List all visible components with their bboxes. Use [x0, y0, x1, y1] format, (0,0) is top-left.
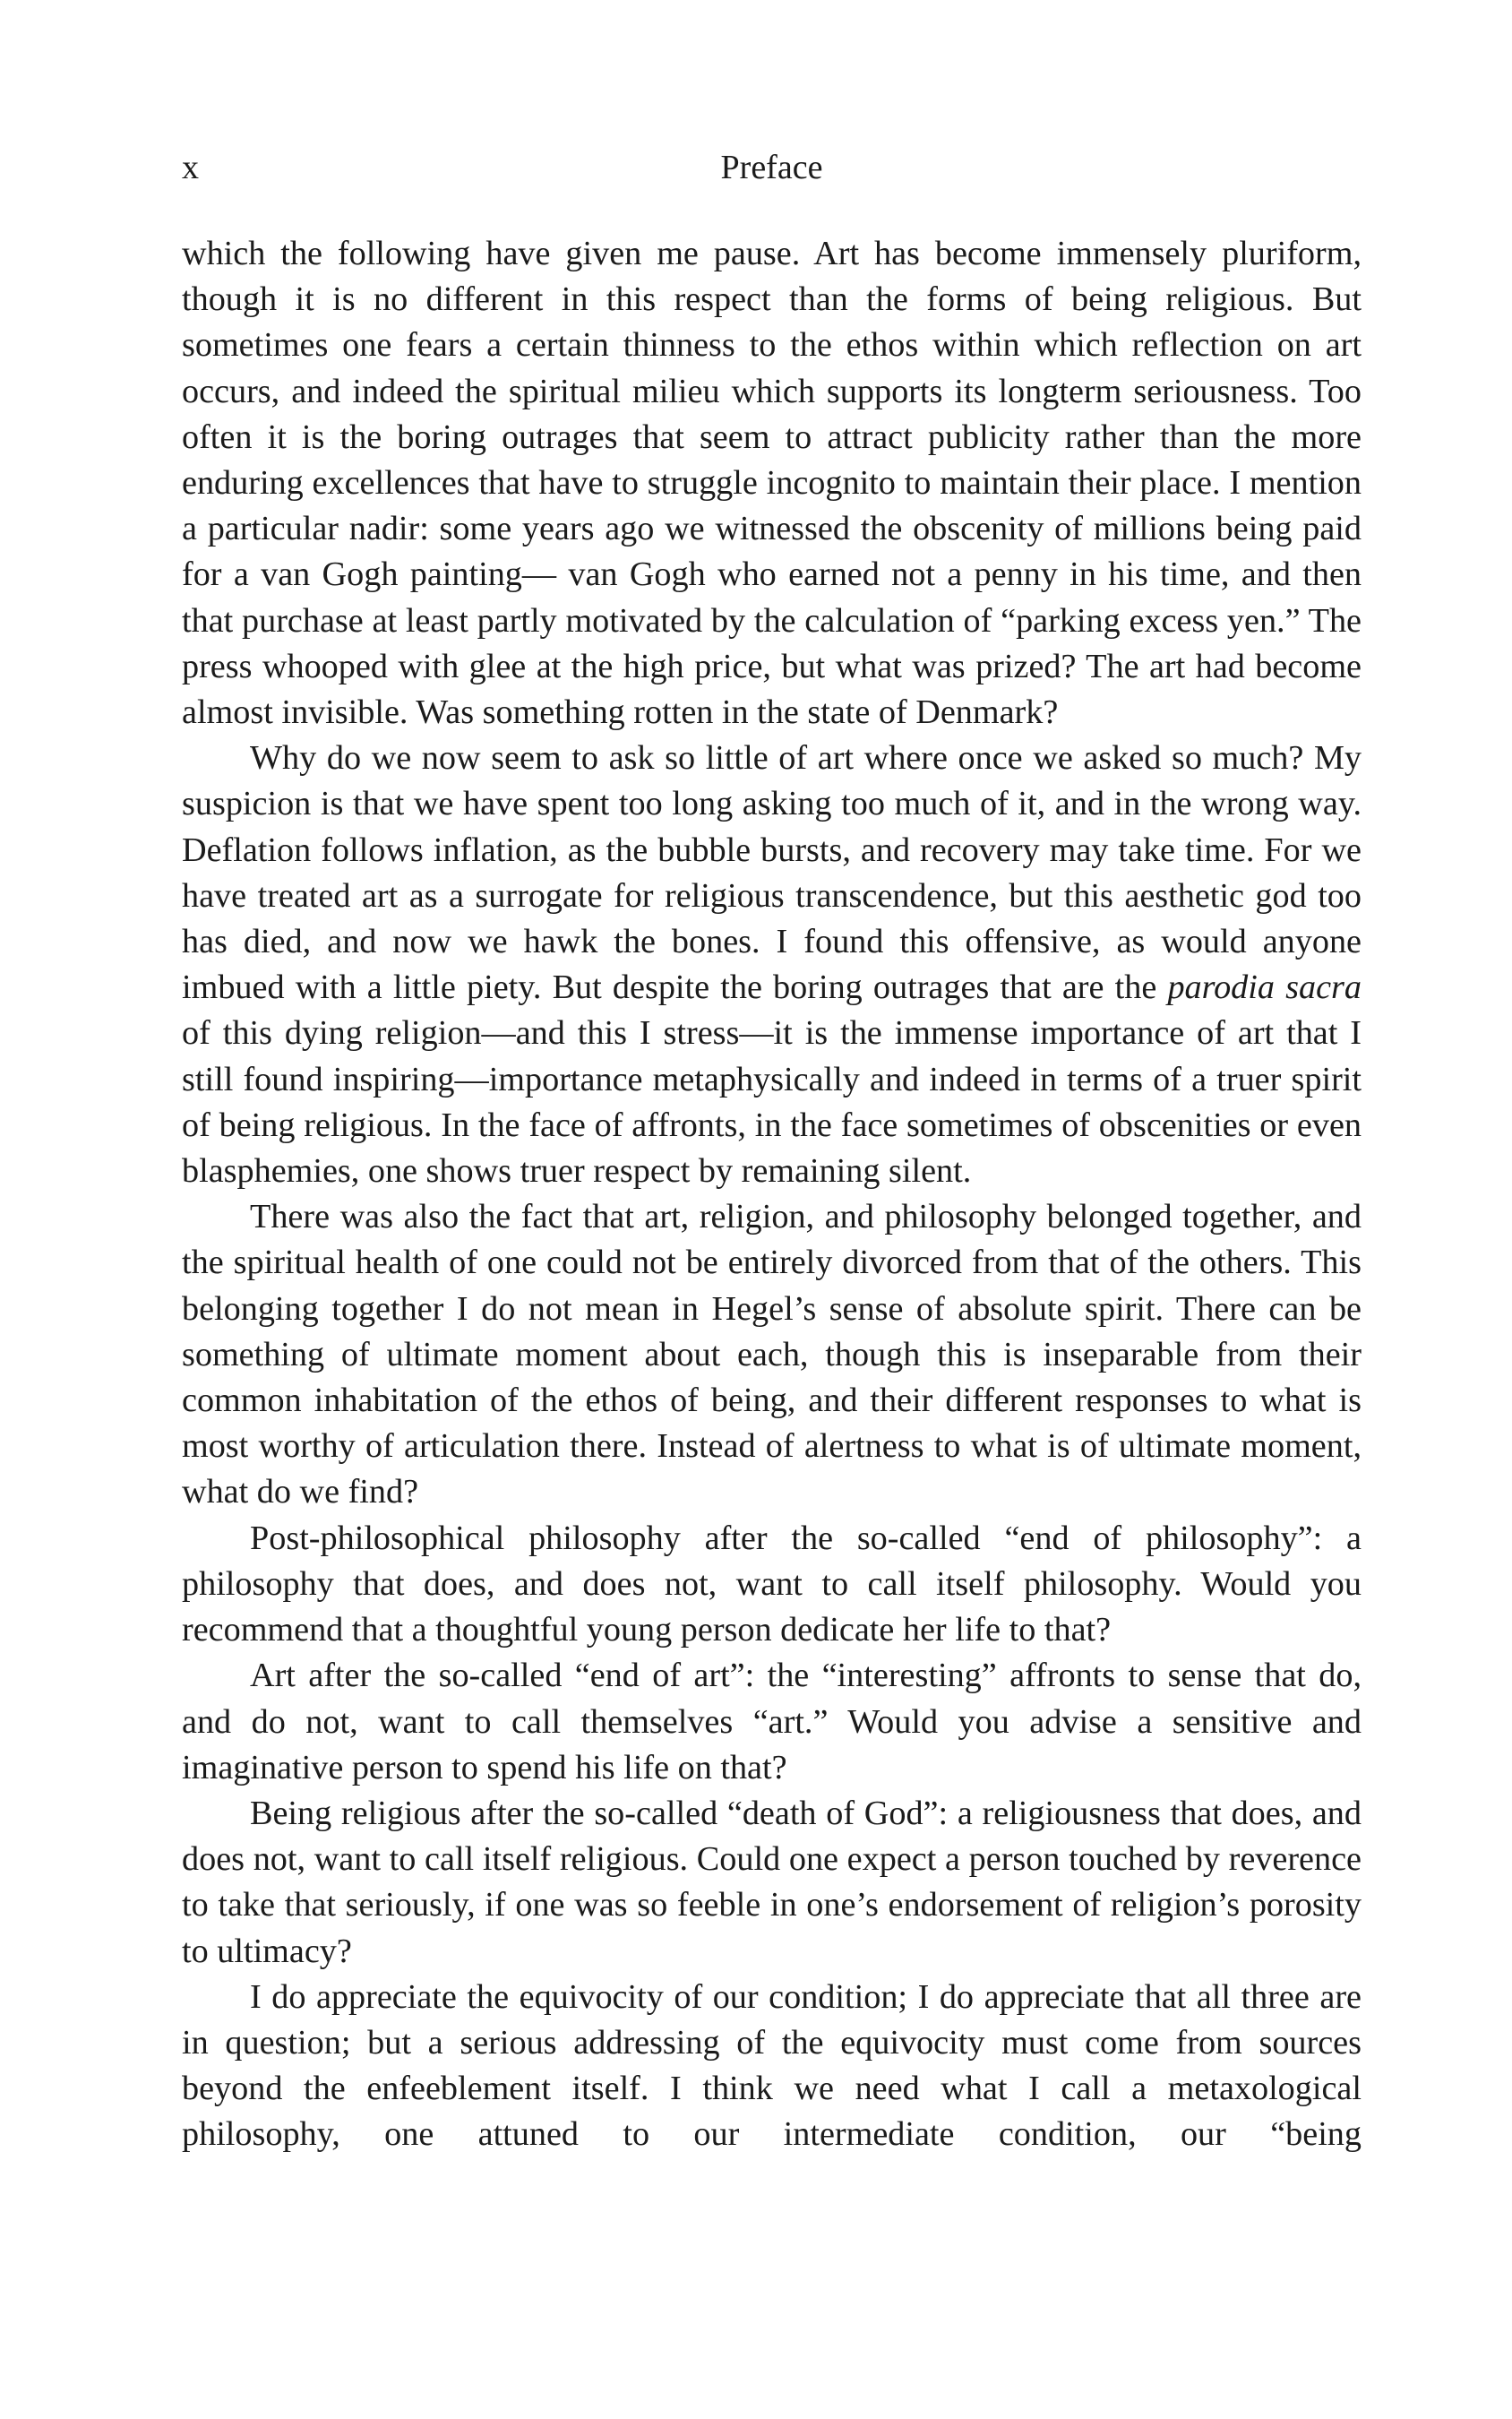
- paragraph-2: [182, 736, 1362, 1194]
- paragraph-7: [182, 1975, 1362, 2158]
- paragraph-4-text: Post-philosophical philosophy after the so-called “end of philosophy”: a philosophy that does, and does not, want to call itself philosophy. Would you recommend that a thoughtful young person dedicate her life to that?: [182, 1519, 1362, 1649]
- running-head: [182, 145, 1362, 190]
- paragraph-3-text: There was also the fact that art, religion, and philosophy belonged together, and the spiritual health of one could not be entirely divorced from that of the others. This belonging together I do not mean in Hegel’s sense of absolute spirit. There can be something of ultimate moment about each, though this is inseparable from their common inhabitation of the ethos of being, and their different responses to what is most worthy of articulation there. Instead of alertness to what is of ultimate moment, what do we find?: [182, 1198, 1362, 1511]
- body-text: [182, 231, 1362, 2158]
- page-number: x: [182, 149, 199, 186]
- paragraph-7-text: I do appreciate the equivocity of our condition; I do appreciate that all three are in question; but a serious addressing of the equivocity must come from sources beyond the enfeeblement itself. I think we need what I call a metaxological philosophy, one attuned to our intermediate condition, our “being: [182, 1977, 1362, 2154]
- paragraph-5-text: Art after the so-called “end of art”: the “interesting” affronts to sense that do, and do not, want to call themselves “art.” Would you advise a sensitive and imaginative person to spend his life on that?: [182, 1657, 1362, 1786]
- paragraph-6: [182, 1791, 1362, 1975]
- running-title: Preface: [720, 149, 823, 186]
- paragraph-4: [182, 1516, 1362, 1654]
- paragraph-1: [182, 231, 1362, 736]
- italic-phrase: parodia sacra: [1167, 968, 1362, 1007]
- paragraph-5: [182, 1653, 1362, 1791]
- paragraph-1-text: which the following have given me pause. Art has become immensely pluriform, though it is no different in this respect than the forms of being religious. But sometimes one fears a certain thinness to the ethos within which reflection on art occurs, and indeed the spiritual milieu which supports its longterm seriousness. Too often it is the boring outrages that seem to attract publicity rather than the more enduring excellences that have to struggle incognito to maintain their place. I mention a particular nadir: some years ago we witnessed the obscenity of millions being paid for a van Gogh painting— van Gogh who earned not a penny in his time, and then that purchase at least partly motivated by the calculation of “parking excess yen.” The press whooped with glee at the high price, but what was prized? The art had become almost invisible. Was something rotten in the state of Denmark?: [182, 235, 1362, 732]
- paragraph-2-text-a: Why do we now seem to ask so little of art where once we asked so much? My suspicion is that we have spent too long asking too much of it, and in the wrong way. Deflation follows inflation, as the bubble bursts, and recovery may take time. For we have treated art as a surrogate for religious transcendence, but this aesthetic god too has died, and now we hawk the bones. I found this offensive, as would anyone imbued with a little piety. But despite the boring outrages that are the: [182, 739, 1362, 1007]
- paragraph-6-text: Being religious after the so-called “death of God”: a religiousness that does, and does not, want to call itself religious. Could one expect a person touched by reverence to take that seriously, if one was so feeble in one’s endorsement of religion’s porosity to ultimacy?: [182, 1794, 1362, 1970]
- paragraph-2-text-b: of this dying religion—and this I stress—it is the immense importance of art that I still found inspiring—importance metaphysically and indeed in terms of a truer spirit of being religious. In the face of affronts, in the face sometimes of obscenities or even blasphemies, one shows truer respect by remaining silent.: [182, 1014, 1362, 1191]
- paragraph-3: [182, 1194, 1362, 1515]
